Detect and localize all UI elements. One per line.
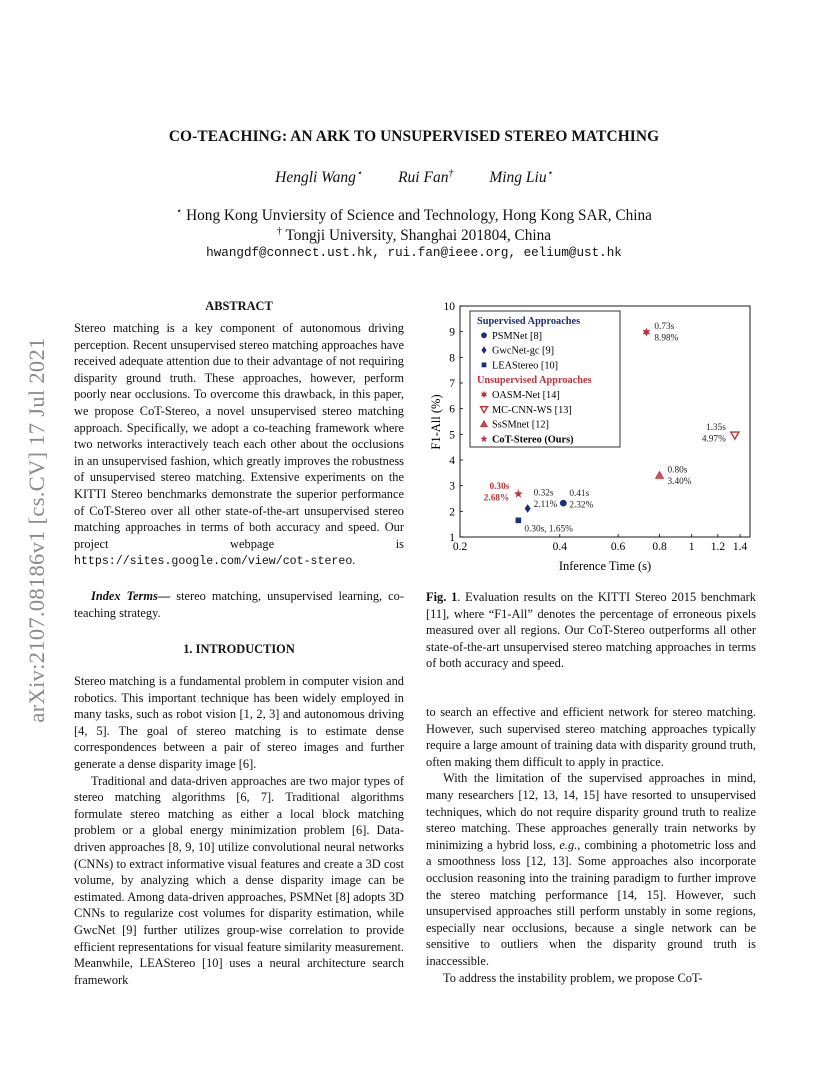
data-label: 0.32s (533, 488, 554, 499)
data-label: 0.30s (489, 481, 510, 492)
abstract-heading: ABSTRACT (205, 299, 273, 313)
legend-group-title: Unsupervised Approaches (477, 375, 592, 387)
y-tick-label: 5 (449, 429, 455, 442)
y-tick-label: 3 (449, 480, 455, 493)
data-point (643, 328, 651, 337)
data-point (731, 432, 739, 439)
data-label: 8.98% (654, 333, 679, 344)
x-tick-label: 1 (688, 541, 695, 553)
figure-1-caption: Fig. 1. Evaluation results on the KITTI Stereo 2015 benchmark [11], where “F1-All” denotes the percentage of erroneous pixels measured over all regions. Our CoT-Stereo outperforms all other state-of-the-art unsupervised stereo matching approaches in terms of both accuracy and speed. (426, 590, 756, 671)
paragraph: To address the instability problem, we propose CoT- (443, 970, 703, 985)
index-terms: Index Terms— stereo matching, unsupervised learning, co-teaching strategy. (74, 589, 404, 620)
data-label: 2.11% (533, 500, 558, 511)
author: Rui Fan† (398, 168, 454, 187)
legend (470, 311, 620, 447)
y-tick-label: 1 (449, 532, 455, 544)
x-tick-label: 1.4 (732, 541, 748, 553)
data-label: 2.32% (569, 500, 594, 511)
legend-entry: GwcNet-gc [9] (492, 345, 555, 357)
introduction-text (74, 673, 404, 988)
x-tick-label: 0.2 (452, 541, 468, 553)
author: Ming Liu⋆ (489, 168, 553, 187)
legend-entry: CoT-Stereo (Ours) (492, 434, 574, 446)
data-label: 0.80s (667, 465, 688, 476)
data-point (516, 518, 522, 524)
project-url-link[interactable]: https://sites.google.com/view/cot-stereo (74, 555, 353, 569)
legend-entry: PSMNet [8] (492, 330, 543, 342)
x-tick-label: 0.6 (610, 541, 626, 553)
section-heading-introduction: 1. INTRODUCTION (183, 642, 295, 656)
y-tick-label: 10 (443, 301, 455, 313)
legend-entry: MC-CNN-WS [13] (492, 404, 572, 416)
arxiv-stamp-text: arXiv:2107.08186v1 [cs.CV] 17 Jul 2021 (24, 337, 49, 723)
legend-entry: OASM-Net [14] (492, 390, 560, 401)
arxiv-stamp (22, 300, 52, 760)
y-tick-label: 8 (449, 352, 455, 365)
x-tick-label: 0.8 (652, 541, 667, 553)
legend-entry: LEAStereo [10] (492, 360, 559, 372)
data-label: 4.97% (701, 434, 726, 445)
paragraph: Stereo matching is a fundamental problem in computer vision and robotics. This important technique has been widely employed in many tasks, such as robot vision [1, 2, 3] and autonomous driving [4, 5]. The goal of stereo matching is to estimate dense correspondences between a pair of stereo images and further generate a dense disparity image [6]. (74, 674, 404, 771)
y-tick-label: 9 (449, 326, 455, 339)
x-axis-label: Inference Time (s) (558, 559, 652, 573)
legend-entry: SsSMnet [12] (492, 419, 549, 431)
legend-group-title: Supervised Approaches (477, 316, 581, 327)
abstract-body: Stereo matching is a key component of autonomous driving perception. Recent unsupervised stereo matching approaches have received adequate attention due to their advantage of not requiring disparity ground truth. These approaches, however, perform poorly near occlusions. To overcome this drawback, in this paper, we propose CoT-Stereo, a novel unsupervised stereo matching approach. Specifically, we adopt a co-teaching framework where two networks interactively teach each other about the occlusions in an unsupervised fashion, which greatly improves the robustness of unsupervised stereo matching. Extensive experiments on the KITTI Stereo benchmarks demonstrate the superior performance of CoT-Stereo over all other state-of-the-art unsupervised stereo matching approaches in terms of both accuracy and speed. Our project webpage is https://sites.google.com/view/cot-stereo. (74, 321, 404, 569)
right-column-text (426, 704, 756, 986)
figure-1-chart (424, 296, 760, 578)
data-label: 0.30s, 1.65% (524, 524, 573, 535)
data-label: 2.68% (483, 493, 510, 504)
x-tick-label: 1.2 (710, 541, 726, 553)
legend-marker (481, 332, 487, 338)
data-point (560, 500, 567, 507)
paper-title: CO-TEACHING: AN ARK TO UNSUPERVISED STEREO MATCHING (168, 128, 660, 145)
author-list (0, 168, 828, 187)
paragraph: With the limitation of the supervised approaches in mind, many researchers [12, 13, 14, 15] have resorted to unsupervised techniques, which do not require disparity ground truth to realize stereo matching. These approaches generally train networks by minimizing a hybrid loss, e.g., combining a photometric loss and a smoothness loss [12, 13]. Some approaches also incorporate occlusion reasoning into the training paradigm to further improve the stereo matching performance [14, 15]. However, such unsupervised approaches still perform unstably in some regions, especially near occlusions, because a single network can be sensitive to outliers when the disparity ground truth is inaccessible. (426, 771, 756, 968)
author-emails: hwangdf@connect.ust.hk, rui.fan@ieee.org, eelium@ust.hk (206, 246, 622, 260)
data-label: 0.73s (654, 322, 675, 333)
y-tick-label: 7 (449, 378, 455, 390)
data-label: 0.41s (569, 489, 590, 500)
y-tick-label: 2 (449, 506, 455, 519)
y-axis-label: F1-All (%) (429, 394, 443, 450)
y-tick-label: 6 (449, 403, 455, 416)
affiliation: ⋆ Hong Kong Unviersity of Science and Technology, Hong Kong SAR, China (176, 206, 652, 225)
data-label: 1.35s (705, 423, 726, 434)
y-tick-label: 4 (449, 455, 455, 467)
x-tick-label: 0.4 (552, 541, 567, 553)
data-label: 3.40% (667, 476, 692, 487)
affiliation: † Tongji University, Shanghai 201804, China (276, 226, 552, 245)
author: Hengli Wang⋆ (275, 168, 363, 187)
paragraph: Traditional and data-driven approaches are two major types of stereo matching algorithms [6, 7]. Traditional algorithms formulate stereo matching as either a local block matching problem or a global energy minimization problem [6]. Data-driven approaches [8, 9, 10] utilize convolutional neural networks (CNNs) to extract informative visual features and create a 3D cost volume, by analyzing which a dense disparity image can be estimated. Among data-driven approaches, PSMNet [8] adopts 3D CNNs to regularize cost volumes for disparity estimation, while GwcNet [9] further utilizes group-wise correlation to provide efficient representations for visual feature similarity measurement. Meanwhile, LEAStereo [10] uses a neural architecture search framework (74, 773, 404, 987)
data-point (514, 489, 523, 497)
data-point (525, 504, 531, 513)
legend-marker (482, 363, 487, 368)
paragraph: to search an effective and efficient network for stereo matching. However, such supervised stereo matching approaches typically require a large amount of training data with disparity ground truth, often making them difficult to apply in practice. (426, 705, 756, 769)
data-point (656, 471, 664, 478)
